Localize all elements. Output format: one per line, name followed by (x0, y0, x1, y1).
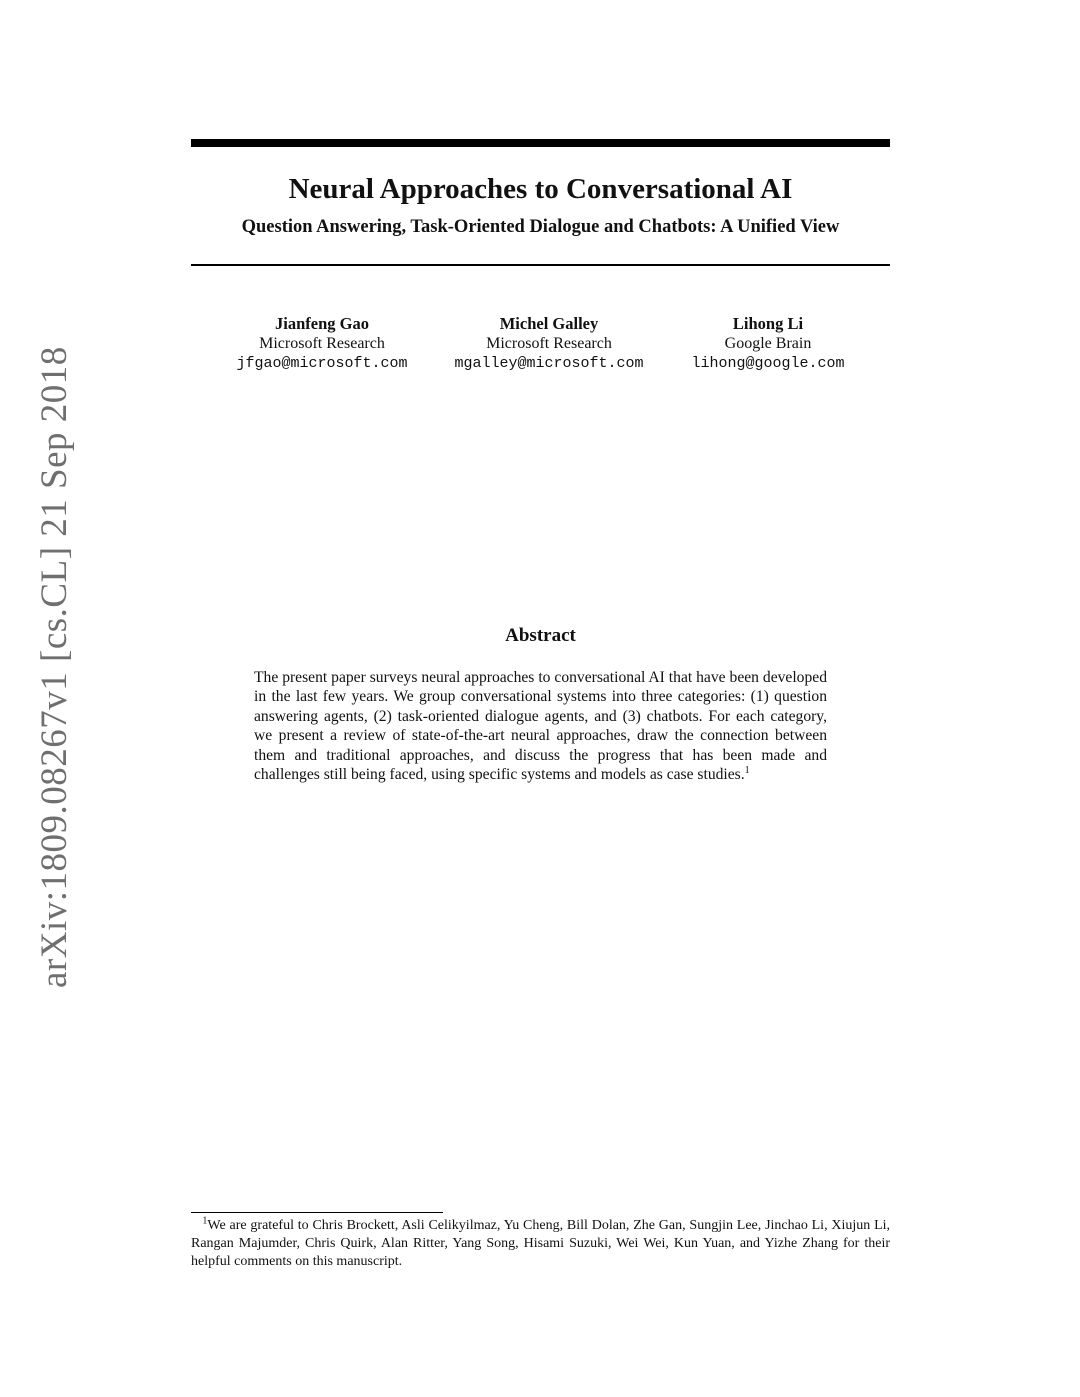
author-name: Michel Galley (499, 314, 599, 333)
title-bottom-rule (191, 264, 890, 266)
abstract-text: The present paper surveys neural approaches to conversational AI that have been developed in the last few years. We group conversational systems into three categories: (1) question answering agents, (2) task-oriented dialogue agents, and (3) chatbots. For each category, we present a review of state-of-the-art neural approaches, draw the connection between them and traditional approaches, and discuss the progress that has been made and challenges still being faced, using specific systems and models as case studies. (254, 669, 827, 784)
footnote-reference: 1 (744, 764, 750, 776)
author-affiliation: Microsoft Research (259, 335, 385, 352)
author-email: jfgao@microsoft.com (236, 355, 408, 372)
author-3 (638, 314, 898, 374)
author-affiliation: Google Brain (724, 335, 812, 352)
author-1 (192, 314, 452, 374)
footnote-mark: 1 (202, 1215, 208, 1227)
author-email: lihong@google.com (691, 355, 845, 372)
footnote-text: We are grateful to Chris Brockett, Asli Celikyilmaz, Yu Cheng, Bill Dolan, Zhe Gan, Sungjin Lee, Jinchao Li, Xiujun Li, Rangan Majumder, Chris Quirk, Alan Ritter, Yang Song, Hisami Suzuki, Wei Wei, Kun Yuan, and Yizhe Zhang for their helpful comments on this manuscript. (191, 1218, 891, 1269)
arxiv-identifier: arXiv:1809.08267v1 [cs.CL] 21 Sep 2018 (34, 346, 75, 988)
author-email: mgalley@microsoft.com (454, 355, 644, 372)
title-top-rule (191, 139, 890, 147)
author-name: Jianfeng Gao (275, 314, 369, 333)
footnote (191, 1217, 890, 1271)
author-affiliation: Microsoft Research (486, 335, 612, 352)
abstract-heading: Abstract (505, 625, 576, 646)
footnote-rule (191, 1212, 443, 1213)
abstract-body (254, 668, 827, 784)
paper-title: Neural Approaches to Conversational AI (288, 173, 793, 205)
paper-subtitle: Question Answering, Task-Oriented Dialogue and Chatbots: A Unified View (241, 217, 840, 237)
author-name: Lihong Li (732, 314, 804, 333)
